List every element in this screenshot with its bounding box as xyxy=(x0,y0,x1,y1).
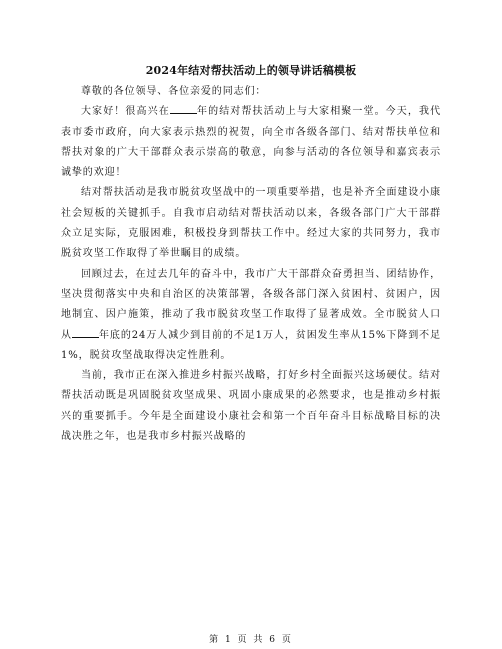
paragraph-1 xyxy=(61,102,441,183)
salutation: 尊敬的各位领导、各位亲爱的同志们： xyxy=(81,86,267,97)
paragraph-3-rest: 年底的24万人减少到目前的不足1万人，贫困发生率从15%下降到不足1%，脱贫攻坚战取得决定性胜利。 xyxy=(61,329,441,361)
fill-in-blank xyxy=(72,326,99,338)
page-number: 第 1 页 共 6 页 xyxy=(209,635,293,645)
paragraph-1-start: 大家好！很高兴在 xyxy=(81,106,170,118)
fill-in-blank xyxy=(170,102,197,114)
paragraph-1-rest: 年的结对帮扶活动上与大家相聚一堂。今天，我代表市委市政府，向大家表示热烈的祝贺，向全市各级各部门、结对帮扶单位和帮扶对象的广大干部群众表示崇高的敬意，向参与活动的各位领导和嘉宾表示诚挚的欢迎！ xyxy=(61,106,441,179)
paragraph-4: 当前，我市正在深入推进乡村振兴战略，打好乡村全面振兴这场硬仗。结对帮扶活动既是巩固脱贫攻坚成果、巩固小康成果的必然要求，也是推动乡村振兴的重要抓手。今年是全面建设小康社会和第一个百年奋斗目标战略目标的决战决胜之年，也是我市乡村振兴战略的 xyxy=(61,370,441,443)
paragraph-2: 结对帮扶活动是我市脱贫攻坚战中的一项重要举措，也是补齐全面建设小康社会短板的关键抓手。自我市启动结对帮扶活动以来，各级各部门广大干部群众立足实际，克服困难，积极投身到帮扶工作中。经过大家的共同努力，我市脱贫攻坚工作取得了举世瞩目的成绩。 xyxy=(61,187,441,260)
document-body xyxy=(61,82,441,447)
paragraph-3 xyxy=(61,265,441,366)
paragraph-3-start: 回顾过去，在过去几年的奋斗中，我市广大干部群众奋勇担当、团结协作，坚决贯彻落实中央和自治区的决策部署，各级各部门深入贫困村、贫困户，因地制宜、因户施策，推动了我市脱贫攻坚工作取得了显著成效。全市脱贫人口从 xyxy=(61,268,441,341)
document-title: 2024年结对帮扶活动上的领导讲话稿模板 xyxy=(145,64,357,77)
